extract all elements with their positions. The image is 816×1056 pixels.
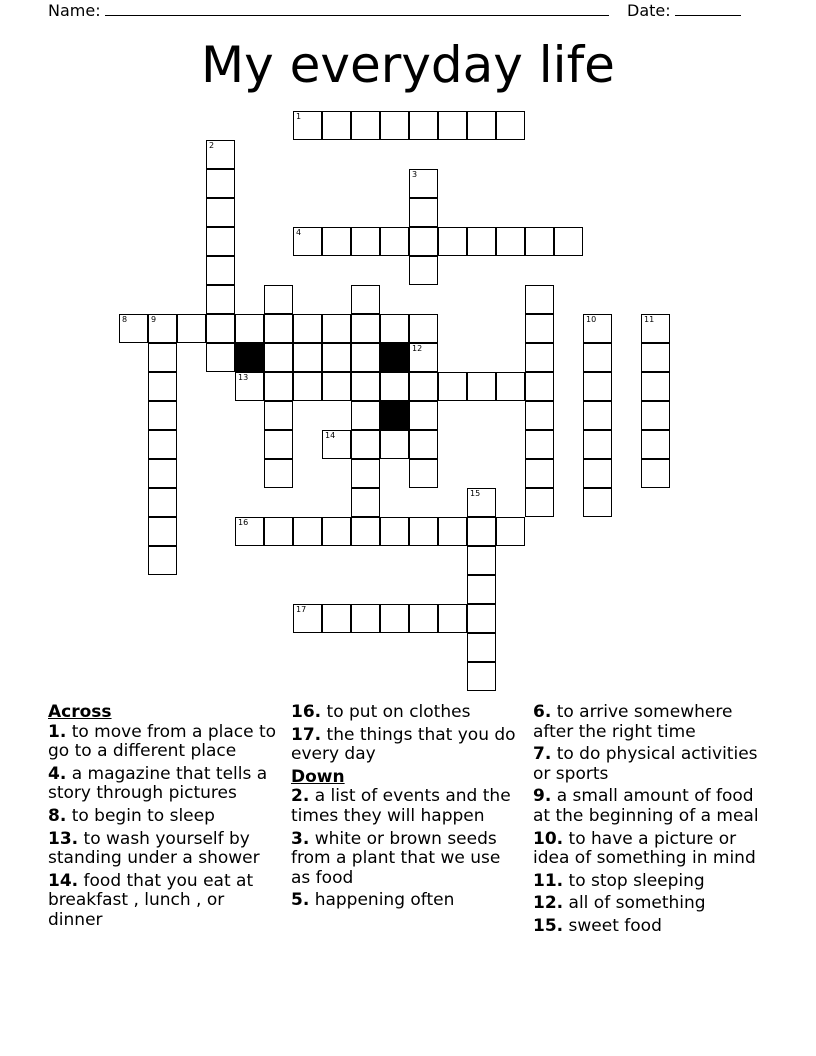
grid-cell[interactable] [235, 372, 264, 401]
clue-number: 3 [412, 170, 418, 179]
grid-cell[interactable] [380, 314, 409, 343]
grid-cell[interactable] [467, 546, 496, 575]
down-clue-7: 7. to do physical activities or sports [533, 744, 758, 784]
grid-cell[interactable] [322, 111, 351, 140]
grid-cell[interactable] [264, 372, 293, 401]
grid-cell[interactable] [409, 459, 438, 488]
grid-cell[interactable] [525, 430, 554, 459]
grid-cell[interactable] [148, 372, 177, 401]
clue-number: 1 [296, 112, 302, 121]
grid-cell[interactable] [409, 227, 438, 256]
grid-cell[interactable] [525, 459, 554, 488]
grid-cell[interactable] [554, 227, 583, 256]
grid-cell[interactable] [293, 314, 322, 343]
grid-cell[interactable] [641, 430, 670, 459]
grid-cell[interactable] [380, 517, 409, 546]
grid-cell[interactable] [322, 430, 351, 459]
grid-cell[interactable] [351, 459, 380, 488]
clue-number: 2 [209, 141, 215, 150]
clue-number: 16 [238, 518, 249, 527]
grid-cell[interactable] [322, 343, 351, 372]
grid-cell[interactable] [148, 343, 177, 372]
grid-cell[interactable] [496, 227, 525, 256]
grid-cell[interactable] [380, 111, 409, 140]
grid-cell[interactable] [351, 372, 380, 401]
down-clue-12: 12. all of something [533, 893, 706, 914]
grid-cell[interactable] [641, 314, 670, 343]
grid-cell[interactable] [409, 604, 438, 633]
grid-cell[interactable] [380, 430, 409, 459]
grid-cell[interactable] [583, 314, 612, 343]
grid-cell[interactable] [119, 314, 148, 343]
grid-cell[interactable] [264, 430, 293, 459]
grid-cell[interactable] [467, 372, 496, 401]
page-title: My everyday life [201, 36, 615, 94]
grid-cell[interactable] [409, 169, 438, 198]
grid-cell[interactable] [467, 227, 496, 256]
grid-cell[interactable] [148, 430, 177, 459]
grid-cell[interactable] [322, 604, 351, 633]
grid-cell[interactable] [641, 372, 670, 401]
grid-cell[interactable] [467, 575, 496, 604]
across-clue-14: 14. food that you eat at breakfast , lunch , or dinner [48, 870, 254, 930]
across-clue-13: 13. to wash yourself by standing under a shower [48, 828, 260, 869]
across-clue-1: 1. to move from a place to go to a different place [48, 721, 277, 762]
grid-cell[interactable] [525, 227, 554, 256]
grid-cell[interactable] [525, 488, 554, 517]
grid-cell[interactable] [409, 372, 438, 401]
grid-cell[interactable] [525, 372, 554, 401]
down-clue-5: 5. happening often [291, 890, 455, 911]
grid-cell[interactable] [438, 604, 467, 633]
across-heading: Across [48, 702, 112, 722]
grid-cell[interactable] [583, 488, 612, 517]
grid-cell[interactable] [351, 111, 380, 140]
grid-cell[interactable] [264, 343, 293, 372]
grid-cell[interactable] [293, 372, 322, 401]
clue-number: 12 [412, 344, 423, 353]
grid-cell[interactable] [409, 256, 438, 285]
clue-number: 4 [296, 228, 302, 237]
grid-cell[interactable] [409, 198, 438, 227]
grid-cell[interactable] [496, 372, 525, 401]
grid-cell[interactable] [380, 604, 409, 633]
clue-number: 17 [296, 605, 307, 614]
grid-cell[interactable] [409, 401, 438, 430]
grid-cell[interactable] [206, 343, 235, 372]
clue-number: 11 [644, 315, 655, 324]
grid-cell[interactable] [235, 517, 264, 546]
date-label: Date: [627, 1, 671, 20]
grid-cell[interactable] [322, 372, 351, 401]
across-clue-16: 16. to put on clothes [291, 702, 471, 722]
grid-cell[interactable] [206, 227, 235, 256]
grid-cell[interactable] [322, 314, 351, 343]
grid-cell[interactable] [148, 401, 177, 430]
clue-number: 15 [470, 489, 481, 498]
grid-cell[interactable] [380, 227, 409, 256]
grid-cell[interactable] [583, 401, 612, 430]
grid-cell[interactable] [264, 517, 293, 546]
grid-cell[interactable] [525, 314, 554, 343]
grid-cell[interactable] [206, 314, 235, 343]
grid-cell[interactable] [467, 111, 496, 140]
grid-cell[interactable] [148, 517, 177, 546]
grid-cell[interactable] [206, 256, 235, 285]
grid-cell[interactable] [409, 314, 438, 343]
grid-cell[interactable] [351, 285, 380, 314]
clue-number: 9 [151, 315, 157, 324]
down-heading: Down [291, 766, 345, 787]
grid-cell[interactable] [641, 401, 670, 430]
grid-cell[interactable] [351, 314, 380, 343]
grid-cell[interactable] [525, 285, 554, 314]
clues-column-3 [533, 703, 773, 940]
grid-cell[interactable] [583, 430, 612, 459]
grid-cell[interactable] [438, 111, 467, 140]
grid-cell[interactable] [409, 111, 438, 140]
grid-cell[interactable] [351, 401, 380, 430]
down-clue-6: 6. to arrive somewhere after the right time [533, 702, 733, 742]
grid-cell[interactable] [583, 343, 612, 372]
grid-cell[interactable] [467, 633, 496, 662]
name-label: Name: [48, 1, 101, 20]
across-clue-4: 4. a magazine that tells a story through pictures [48, 763, 268, 804]
grid-cell[interactable] [293, 517, 322, 546]
grid-cell[interactable] [293, 604, 322, 633]
grid-cell[interactable] [583, 372, 612, 401]
down-clue-2: 2. a list of events and the times they will happen [291, 786, 511, 826]
black-square [380, 343, 409, 372]
grid-cell[interactable] [148, 314, 177, 343]
grid-cell[interactable] [322, 227, 351, 256]
grid-cell[interactable] [583, 459, 612, 488]
grid-cell[interactable] [467, 604, 496, 633]
clues-column-1 [48, 703, 280, 934]
grid-cell[interactable] [525, 401, 554, 430]
grid-cell[interactable] [641, 459, 670, 488]
grid-cell[interactable] [467, 517, 496, 546]
grid-cell[interactable] [264, 314, 293, 343]
grid-cell[interactable] [264, 459, 293, 488]
grid-cell[interactable] [409, 430, 438, 459]
grid-cell[interactable] [525, 343, 554, 372]
across-clue-8: 8. to begin to sleep [48, 805, 215, 826]
grid-cell[interactable] [206, 285, 235, 314]
grid-cell[interactable] [467, 662, 496, 691]
grid-cell[interactable] [264, 285, 293, 314]
grid-cell[interactable] [351, 517, 380, 546]
down-clue-9: 9. a small amount of food at the beginning of a meal [533, 786, 759, 826]
down-clue-3: 3. white or brown seeds from a plant that we use as food [291, 828, 501, 888]
down-clue-15: 15. sweet food [533, 915, 662, 936]
grid-cell[interactable] [351, 343, 380, 372]
grid-cell[interactable] [206, 140, 235, 169]
clues-column-2 [291, 703, 523, 914]
grid-cell[interactable] [148, 546, 177, 575]
grid-cell[interactable] [293, 343, 322, 372]
grid-cell[interactable] [351, 604, 380, 633]
grid-cell[interactable] [351, 430, 380, 459]
grid-cell[interactable] [496, 111, 525, 140]
grid-cell[interactable] [206, 198, 235, 227]
grid-cell[interactable] [641, 343, 670, 372]
grid-cell[interactable] [293, 227, 322, 256]
grid-cell[interactable] [264, 401, 293, 430]
grid-cell[interactable] [177, 314, 206, 343]
clue-number: 13 [238, 373, 249, 382]
grid-cell[interactable] [322, 517, 351, 546]
grid-cell[interactable] [409, 343, 438, 372]
grid-cell[interactable] [148, 488, 177, 517]
grid-cell[interactable] [438, 227, 467, 256]
down-clue-11: 11. to stop sleeping [533, 870, 705, 891]
across-clue-17: 17. the things that you do every day [291, 724, 516, 765]
grid-cell[interactable] [148, 459, 177, 488]
grid-cell[interactable] [293, 111, 322, 140]
grid-cell[interactable] [351, 227, 380, 256]
grid-cell[interactable] [206, 169, 235, 198]
clue-number: 8 [122, 315, 128, 324]
down-clue-10: 10. to have a picture or idea of something in mind [533, 828, 756, 869]
clue-number: 10 [586, 315, 597, 324]
grid-cell[interactable] [496, 517, 525, 546]
grid-cell[interactable] [409, 517, 438, 546]
black-square [380, 401, 409, 430]
grid-cell[interactable] [380, 372, 409, 401]
clue-number: 14 [325, 431, 336, 440]
grid-cell[interactable] [467, 488, 496, 517]
grid-cell[interactable] [438, 372, 467, 401]
black-square [235, 343, 264, 372]
grid-cell[interactable] [351, 488, 380, 517]
grid-cell[interactable] [235, 314, 264, 343]
grid-cell[interactable] [438, 517, 467, 546]
